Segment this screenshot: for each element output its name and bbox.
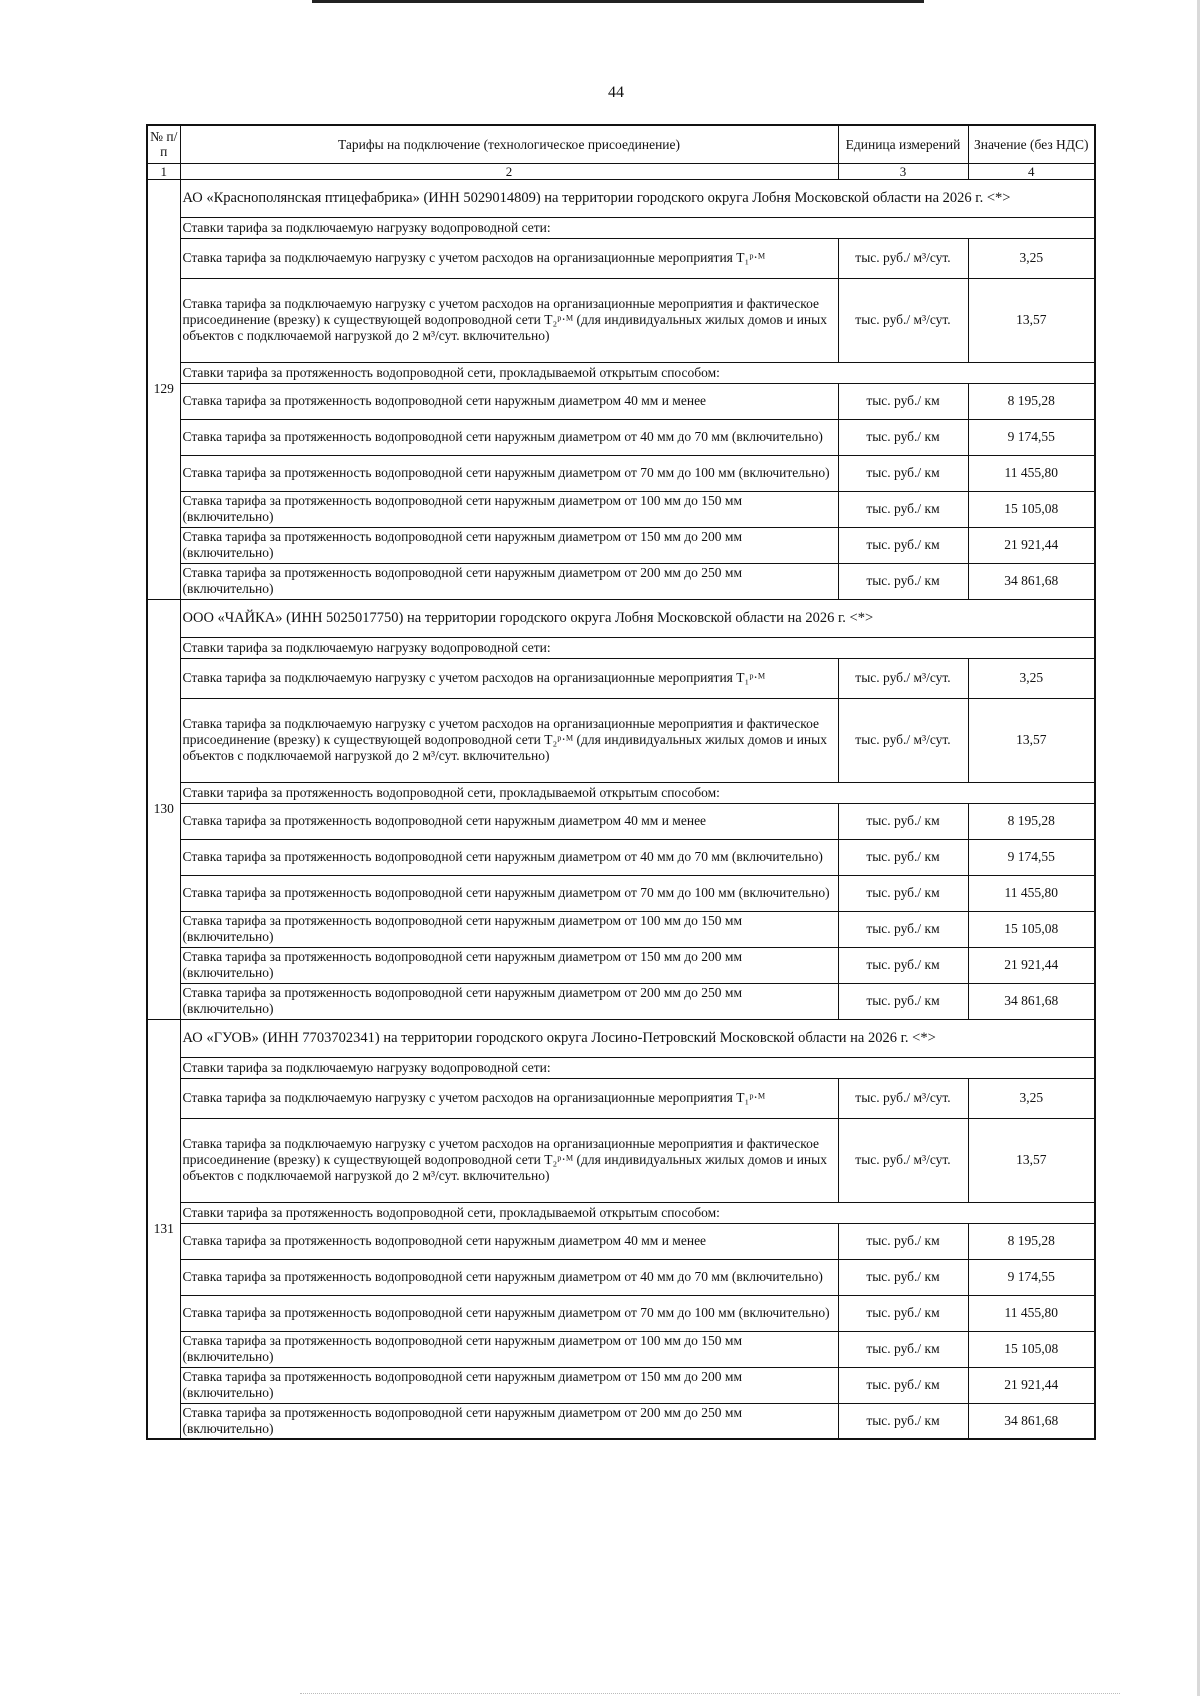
tariff-value: 34 861,68 — [968, 1403, 1095, 1439]
header-unit: Единица измерений — [838, 125, 968, 163]
tariff-unit: тыс. руб./ км — [838, 1259, 968, 1295]
tariff-name: Ставка тарифа за протяженность водопроводной сети наружным диаметром от 70 мм до 100 мм (включительно) — [180, 455, 838, 491]
tariff-name: Ставка тарифа за протяженность водопроводной сети наружным диаметром от 40 мм до 70 мм (включительно) — [180, 1259, 838, 1295]
section-row — [147, 1202, 1095, 1223]
section-title-load: Ставки тарифа за подключаемую нагрузку водопроводной сети: — [180, 637, 1095, 658]
tariff-value: 15 105,08 — [968, 911, 1095, 947]
section-title-load: Ставки тарифа за подключаемую нагрузку водопроводной сети: — [180, 1057, 1095, 1078]
tariff-value: 21 921,44 — [968, 527, 1095, 563]
tariff-row — [147, 1403, 1095, 1439]
header-num: № п/п — [147, 125, 180, 163]
tariff-value: 13,57 — [968, 278, 1095, 362]
tariff-unit: тыс. руб./ км — [838, 455, 968, 491]
tariff-unit: тыс. руб./ км — [838, 1403, 968, 1439]
tariff-name: Ставка тарифа за подключаемую нагрузку с учетом расходов на организационные мероприятия и фактическое присоединение (врезку) к существующей водопроводной сети T₂ᵖ·ᴹ (для индивидуальных жилых домов и иных объектов с подключаемой нагрузкой до 2 м³/сут. включительно) — [180, 278, 838, 362]
section-row — [147, 362, 1095, 383]
tariff-row — [147, 1295, 1095, 1331]
index-cell: 1 — [147, 163, 180, 179]
header-name: Тарифы на подключение (технологическое присоединение) — [180, 125, 838, 163]
tariff-value: 9 174,55 — [968, 419, 1095, 455]
tariff-name: Ставка тарифа за протяженность водопроводной сети наружным диаметром от 100 мм до 150 мм (включительно) — [180, 1331, 838, 1367]
tariff-row — [147, 803, 1095, 839]
tariff-unit: тыс. руб./ м³/сут. — [838, 658, 968, 698]
section-row — [147, 782, 1095, 803]
tariff-unit: тыс. руб./ км — [838, 983, 968, 1019]
table-index-row — [147, 163, 1095, 179]
tariff-unit: тыс. руб./ м³/сут. — [838, 278, 968, 362]
section-title-length: Ставки тарифа за протяженность водопроводной сети, прокладываемой открытым способом: — [180, 1202, 1095, 1223]
tariff-unit: тыс. руб./ км — [838, 1367, 968, 1403]
tariff-value: 8 195,28 — [968, 1223, 1095, 1259]
tariff-name: Ставка тарифа за протяженность водопроводной сети наружным диаметром от 200 мм до 250 мм (включительно) — [180, 563, 838, 599]
tariff-unit: тыс. руб./ км — [838, 1331, 968, 1367]
organization-row — [147, 1019, 1095, 1057]
tariff-name: Ставка тарифа за протяженность водопроводной сети наружным диаметром от 150 мм до 200 мм (включительно) — [180, 947, 838, 983]
item-number: 130 — [147, 599, 180, 1019]
tariff-name: Ставка тарифа за протяженность водопроводной сети наружным диаметром от 200 мм до 250 мм (включительно) — [180, 983, 838, 1019]
tariff-name: Ставка тарифа за подключаемую нагрузку с учетом расходов на организационные мероприятия и фактическое присоединение (врезку) к существующей водопроводной сети T₂ᵖ·ᴹ (для индивидуальных жилых домов и иных объектов с подключаемой нагрузкой до 2 м³/сут. включительно) — [180, 698, 838, 782]
tariff-name: Ставка тарифа за протяженность водопроводной сети наружным диаметром от 150 мм до 200 мм (включительно) — [180, 527, 838, 563]
tariff-row — [147, 527, 1095, 563]
table-header-row — [147, 125, 1095, 163]
tariff-unit: тыс. руб./ км — [838, 803, 968, 839]
scan-bottom-line — [300, 1693, 1120, 1695]
tariff-value: 34 861,68 — [968, 983, 1095, 1019]
tariff-name: Ставка тарифа за протяженность водопроводной сети наружным диаметром от 100 мм до 150 мм (включительно) — [180, 911, 838, 947]
tariff-row — [147, 658, 1095, 698]
tariff-name: Ставка тарифа за подключаемую нагрузку с учетом расходов на организационные мероприятия и фактическое присоединение (врезку) к существующей водопроводной сети T₂ᵖ·ᴹ (для индивидуальных жилых домов и иных объектов с подключаемой нагрузкой до 2 м³/сут. включительно) — [180, 1118, 838, 1202]
tariff-value: 15 105,08 — [968, 491, 1095, 527]
tariff-row — [147, 983, 1095, 1019]
tariff-unit: тыс. руб./ м³/сут. — [838, 698, 968, 782]
tariff-unit: тыс. руб./ м³/сут. — [838, 1118, 968, 1202]
tariff-name: Ставка тарифа за протяженность водопроводной сети наружным диаметром от 150 мм до 200 мм (включительно) — [180, 1367, 838, 1403]
tariff-value: 11 455,80 — [968, 875, 1095, 911]
tariff-name: Ставка тарифа за протяженность водопроводной сети наружным диаметром от 70 мм до 100 мм (включительно) — [180, 1295, 838, 1331]
section-row — [147, 637, 1095, 658]
tariff-unit: тыс. руб./ км — [838, 1223, 968, 1259]
tariff-row — [147, 911, 1095, 947]
tariff-unit: тыс. руб./ км — [838, 563, 968, 599]
page-number: 44 — [608, 84, 624, 101]
tariff-unit: тыс. руб./ км — [838, 419, 968, 455]
tariff-row — [147, 1223, 1095, 1259]
tariff-row — [147, 839, 1095, 875]
tariff-row — [147, 1331, 1095, 1367]
tariff-value: 13,57 — [968, 698, 1095, 782]
tariff-value: 13,57 — [968, 1118, 1095, 1202]
tariff-row — [147, 947, 1095, 983]
tariff-name: Ставка тарифа за подключаемую нагрузку с учетом расходов на организационные мероприятия T₁ᵖ·ᴹ — [180, 658, 838, 698]
section-title-length: Ставки тарифа за протяженность водопроводной сети, прокладываемой открытым способом: — [180, 782, 1095, 803]
section-title-length: Ставки тарифа за протяженность водопроводной сети, прокладываемой открытым способом: — [180, 362, 1095, 383]
tariff-value: 11 455,80 — [968, 1295, 1095, 1331]
tariff-value: 8 195,28 — [968, 803, 1095, 839]
organization-row — [147, 599, 1095, 637]
index-cell: 4 — [968, 163, 1095, 179]
tariff-name: Ставка тарифа за протяженность водопроводной сети наружным диаметром от 200 мм до 250 мм (включительно) — [180, 1403, 838, 1439]
tariff-row — [147, 698, 1095, 782]
tariff-value: 11 455,80 — [968, 455, 1095, 491]
tariff-unit: тыс. руб./ км — [838, 911, 968, 947]
tariff-unit: тыс. руб./ км — [838, 491, 968, 527]
tariff-unit: тыс. руб./ км — [838, 383, 968, 419]
item-number: 131 — [147, 1019, 180, 1439]
item-number: 129 — [147, 179, 180, 599]
tariff-value: 3,25 — [968, 1078, 1095, 1118]
tariff-name: Ставка тарифа за протяженность водопроводной сети наружным диаметром от 40 мм до 70 мм (включительно) — [180, 419, 838, 455]
tariff-unit: тыс. руб./ м³/сут. — [838, 238, 968, 278]
tariff-value: 21 921,44 — [968, 947, 1095, 983]
header-value: Значение (без НДС) — [968, 125, 1095, 163]
tariff-value: 34 861,68 — [968, 563, 1095, 599]
section-row — [147, 217, 1095, 238]
tariff-row — [147, 563, 1095, 599]
tariff-name: Ставка тарифа за протяженность водопроводной сети наружным диаметром 40 мм и менее — [180, 803, 838, 839]
scan-top-rule — [312, 0, 924, 3]
tariff-row — [147, 1118, 1095, 1202]
tariff-name: Ставка тарифа за протяженность водопроводной сети наружным диаметром от 70 мм до 100 мм (включительно) — [180, 875, 838, 911]
tariff-row — [147, 491, 1095, 527]
tariff-row — [147, 1367, 1095, 1403]
tariff-value: 9 174,55 — [968, 839, 1095, 875]
tariff-row — [147, 1078, 1095, 1118]
tariff-name: Ставка тарифа за подключаемую нагрузку с учетом расходов на организационные мероприятия T₁ᵖ·ᴹ — [180, 1078, 838, 1118]
organization-row — [147, 179, 1095, 217]
tariff-unit: тыс. руб./ м³/сут. — [838, 1078, 968, 1118]
organization-title: ООО «ЧАЙКА» (ИНН 5025017750) на территории городского округа Лобня Московской области на 2026 г. <*> — [180, 599, 1095, 637]
tariff-unit: тыс. руб./ км — [838, 1295, 968, 1331]
tariff-value: 8 195,28 — [968, 383, 1095, 419]
tariff-name: Ставка тарифа за протяженность водопроводной сети наружным диаметром от 100 мм до 150 мм (включительно) — [180, 491, 838, 527]
tariff-unit: тыс. руб./ км — [838, 839, 968, 875]
tariff-unit: тыс. руб./ км — [838, 527, 968, 563]
section-row — [147, 1057, 1095, 1078]
tariff-name: Ставка тарифа за протяженность водопроводной сети наружным диаметром 40 мм и менее — [180, 383, 838, 419]
tariff-name: Ставка тарифа за протяженность водопроводной сети наружным диаметром от 40 мм до 70 мм (включительно) — [180, 839, 838, 875]
tariff-value: 3,25 — [968, 658, 1095, 698]
section-title-load: Ставки тарифа за подключаемую нагрузку водопроводной сети: — [180, 217, 1095, 238]
tariff-value: 15 105,08 — [968, 1331, 1095, 1367]
tariff-table — [146, 124, 1096, 1440]
organization-title: АО «Краснополянская птицефабрика» (ИНН 5029014809) на территории городского округа Лобня Московской области на 2026 г. <*> — [180, 179, 1095, 217]
tariff-value: 21 921,44 — [968, 1367, 1095, 1403]
tariff-row — [147, 1259, 1095, 1295]
tariff-row — [147, 875, 1095, 911]
tariff-row — [147, 383, 1095, 419]
tariff-unit: тыс. руб./ км — [838, 947, 968, 983]
index-cell: 3 — [838, 163, 968, 179]
tariff-name: Ставка тарифа за подключаемую нагрузку с учетом расходов на организационные мероприятия T₁ᵖ·ᴹ — [180, 238, 838, 278]
index-cell: 2 — [180, 163, 838, 179]
tariff-unit: тыс. руб./ км — [838, 875, 968, 911]
tariff-row — [147, 419, 1095, 455]
tariff-row — [147, 455, 1095, 491]
tariff-value: 3,25 — [968, 238, 1095, 278]
table-body — [147, 179, 1095, 1439]
tariff-row — [147, 278, 1095, 362]
tariff-row — [147, 238, 1095, 278]
tariff-value: 9 174,55 — [968, 1259, 1095, 1295]
tariff-name: Ставка тарифа за протяженность водопроводной сети наружным диаметром 40 мм и менее — [180, 1223, 838, 1259]
organization-title: АО «ГУОВ» (ИНН 7703702341) на территории городского округа Лосино-Петровский Московской области на 2026 г. <*> — [180, 1019, 1095, 1057]
